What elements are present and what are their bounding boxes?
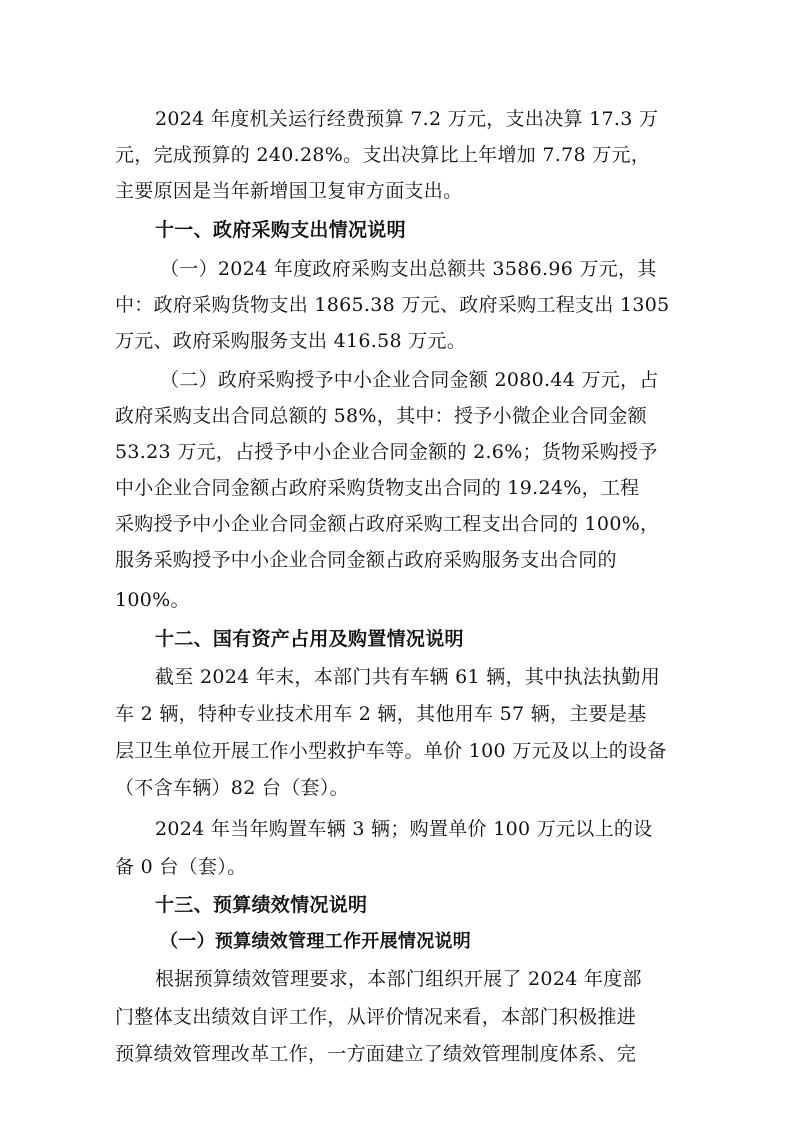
budget-para-line-2: 元，完成预算的 240.28%。支出决算比上年增加 7.78 万元， xyxy=(115,144,651,166)
section-11-para2-line-2: 政府采购支出合同总额的 58%，其中：授予小微企业合同金额 xyxy=(115,405,647,427)
section-12-para1-line-3: 层卫生单位开展工作小型救护车等。单价 100 万元及以上的设备 xyxy=(115,740,667,762)
section-11-para2-line-4: 中小企业合同金额占政府采购货物支出合同的 19.24%，工程 xyxy=(115,477,640,499)
section-11-para1-line-3: 万元、政府采购服务支出 416.58 万元。 xyxy=(115,330,467,352)
section-13-subheading: （一）预算绩效管理工作开展情况说明 xyxy=(160,931,472,952)
section-13-para1-line-1: 根据预算绩效管理要求，本部门组织开展了 2024 年度部 xyxy=(155,968,642,990)
section-11-para2-line-3: 53.23 万元，占授予中小企业合同金额的 2.6%；货物采购授予 xyxy=(115,441,658,463)
section-11-para2-line-6: 服务采购授予中小企业合同金额占政府采购服务支出合同的 xyxy=(115,549,617,571)
section-11-para1-line-1: （一）2024 年度政府采购支出总额共 3586.96 万元，其 xyxy=(160,258,657,280)
section-11-para2-line-7: 100%。 xyxy=(115,589,190,611)
section-12-para2-line-2: 备 0 台（套）。 xyxy=(115,856,247,878)
section-11-heading: 十一、政府采购支出情况说明 xyxy=(155,219,406,241)
section-12-para2-line-1: 2024 年当年购置车辆 3 辆；购置单价 100 万元以上的设 xyxy=(155,818,653,840)
section-12-heading: 十二、国有资产占用及购置情况说明 xyxy=(155,628,464,650)
section-13-para1-line-2: 门整体支出绩效自评工作，从评价情况来看，本部门积极推进 xyxy=(115,1006,637,1028)
budget-para-line-3: 主要原因是当年新增国卫复审方面支出。 xyxy=(115,180,463,202)
budget-para-line-1: 2024 年度机关运行经费预算 7.2 万元，支出决算 17.3 万 xyxy=(155,108,659,130)
section-11-para2-line-1: （二）政府采购授予中小企业合同金额 2080.44 万元，占 xyxy=(160,369,659,391)
section-12-para1-line-4: （不含车辆）82 台（套）。 xyxy=(115,777,349,799)
section-12-para1-line-2: 车 2 辆，特种专业技术用车 2 辆，其他用车 57 辆，主要是基 xyxy=(115,703,647,725)
section-11-para2-line-5: 采购授予中小企业合同金额占政府采购工程支出合同的 100%， xyxy=(115,513,660,535)
section-13-para1-line-3: 预算绩效管理改革工作，一方面建立了绩效管理制度体系、完 xyxy=(115,1043,637,1065)
section-13-heading: 十三、预算绩效情况说明 xyxy=(155,894,368,916)
section-11-para1-line-2: 中：政府采购货物支出 1865.38 万元、政府采购工程支出 1305 xyxy=(115,294,670,316)
section-12-para1-line-1: 截至 2024 年末，本部门共有车辆 61 辆，其中执法执勤用 xyxy=(155,666,660,688)
